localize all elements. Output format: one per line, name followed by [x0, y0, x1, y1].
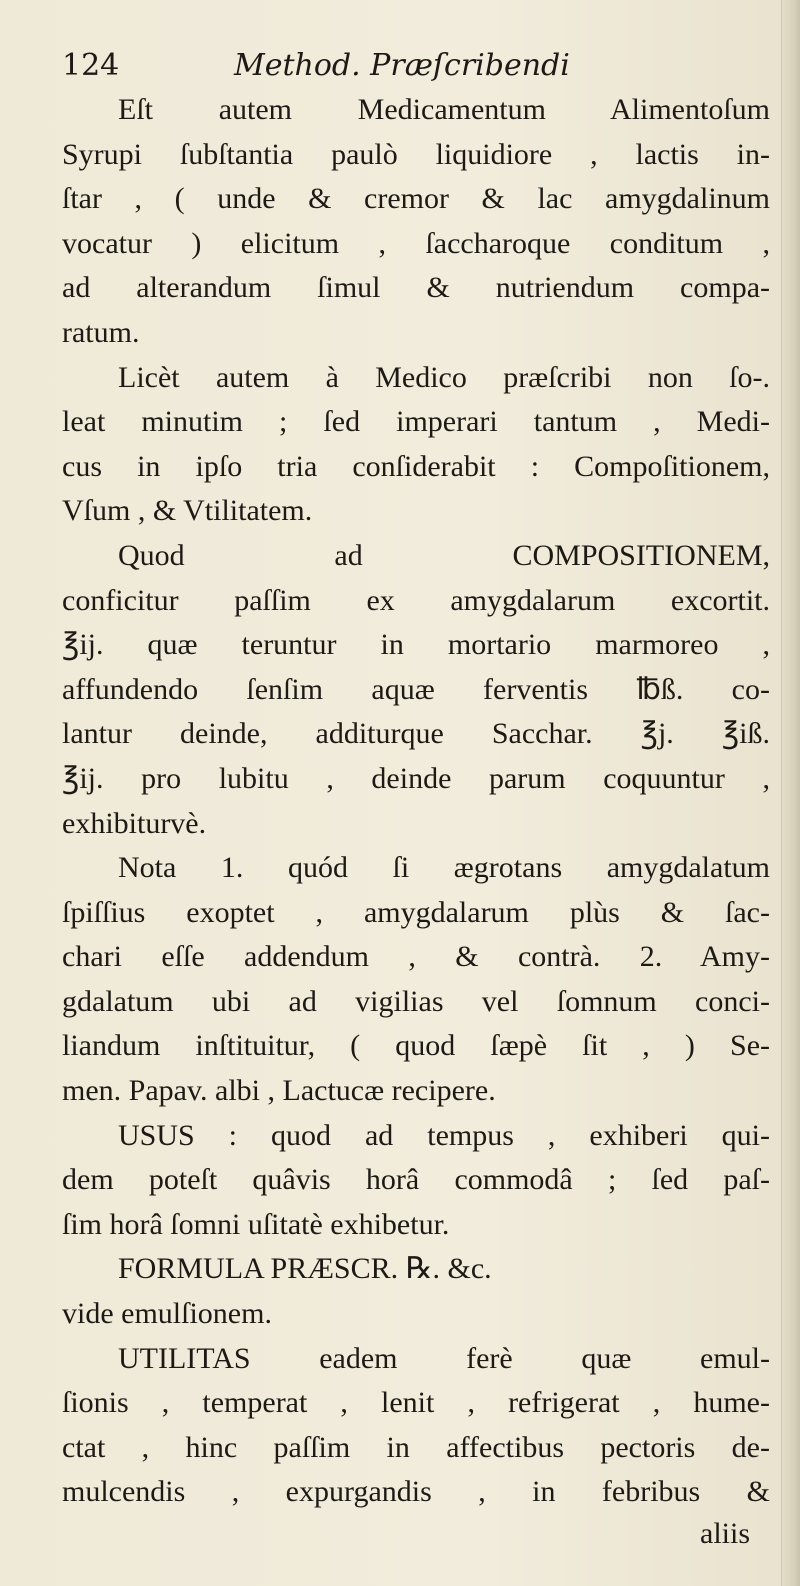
text-line: ſpiſſius exoptet , amygdalarum plùs & ſac- — [62, 895, 770, 929]
text-line: vide emulſionem. — [62, 1297, 272, 1331]
text-line: ſionis , temperat , lenit , refrigerat , hume- — [62, 1386, 770, 1420]
running-head: Method. Præſcribendi — [234, 48, 570, 83]
text-line: Nota 1. quód ſi ægrotans amygdalatum — [118, 851, 770, 885]
text-line: ſtar , ( unde & cremor & lac amygdalinum — [62, 182, 770, 216]
page-header — [58, 46, 778, 86]
text-line: gdalatum ubi ad vigilias vel ſomnum conci- — [62, 984, 770, 1018]
body-text — [62, 88, 770, 1515]
text-line: lantur deinde, additurque Sacchar. ℥j. ℥iß. — [62, 717, 770, 751]
text-line: Eſt autem Medicamentum Alimentoſum — [118, 93, 770, 126]
text-line: UTILITAS eadem ferè quæ emul- — [118, 1341, 770, 1375]
text-line: FORMULA PRÆSCR. ℞. &c. — [118, 1252, 492, 1286]
text-line: Vſum , & Vtilitatem. — [62, 494, 313, 528]
text-line: Quod ad COMPOSITIONEM, — [118, 538, 770, 572]
text-line: USUS : quod ad tempus , exhiberi qui- — [118, 1118, 770, 1152]
text-line: Syrupi ſubſtantia paulò liquidiore , lactis in- — [62, 137, 770, 171]
catchword: aliis — [700, 1517, 750, 1550]
text-line: dem poteſt quâvis horâ commodâ ; ſed paſ- — [62, 1163, 770, 1197]
text-line: conficitur paſſim ex amygdalarum excortit. — [62, 583, 770, 617]
text-line: vocatur ) elicitum , ſaccharoque conditum , — [62, 226, 770, 260]
page-edge — [781, 0, 800, 1586]
text-line: ratum. — [62, 315, 140, 349]
text-line: Licèt autem à Medico præſcribi non ſo-. — [118, 360, 770, 394]
text-line: men. Papav. albi , Lactucæ recipere. — [62, 1074, 496, 1108]
text-line: exhibiturvè. — [62, 806, 207, 840]
text-line: mulcendis , expurgandis , in febribus & — [62, 1475, 770, 1509]
text-line: ℥ij. quæ teruntur in mortario marmoreo , — [62, 628, 770, 662]
text-line: ℥ij. pro lubitu , deinde parum coquuntur , — [62, 761, 770, 795]
text-line: leat minutim ; ſed imperari tantum , Medi- — [62, 405, 770, 439]
text-line: cus in ipſo tria conſiderabit : Compoſitionem, — [62, 449, 770, 483]
text-line: ſim horâ ſomni uſitatè exhibetur. — [62, 1207, 450, 1241]
page-number: 124 — [62, 48, 120, 83]
text-line: ad alterandum ſimul & nutriendum compa- — [62, 271, 770, 305]
text-line: affundendo ſenſim aquæ ferventis ℔ß. co- — [62, 672, 770, 706]
text-line: ctat , hinc paſſim in affectibus pectoris de- — [62, 1430, 770, 1464]
text-line: liandum inſtituitur, ( quod ſæpè ſit , ) Se- — [62, 1029, 770, 1063]
text-line: chari eſſe addendum , & contrà. 2. Amy- — [62, 940, 770, 974]
